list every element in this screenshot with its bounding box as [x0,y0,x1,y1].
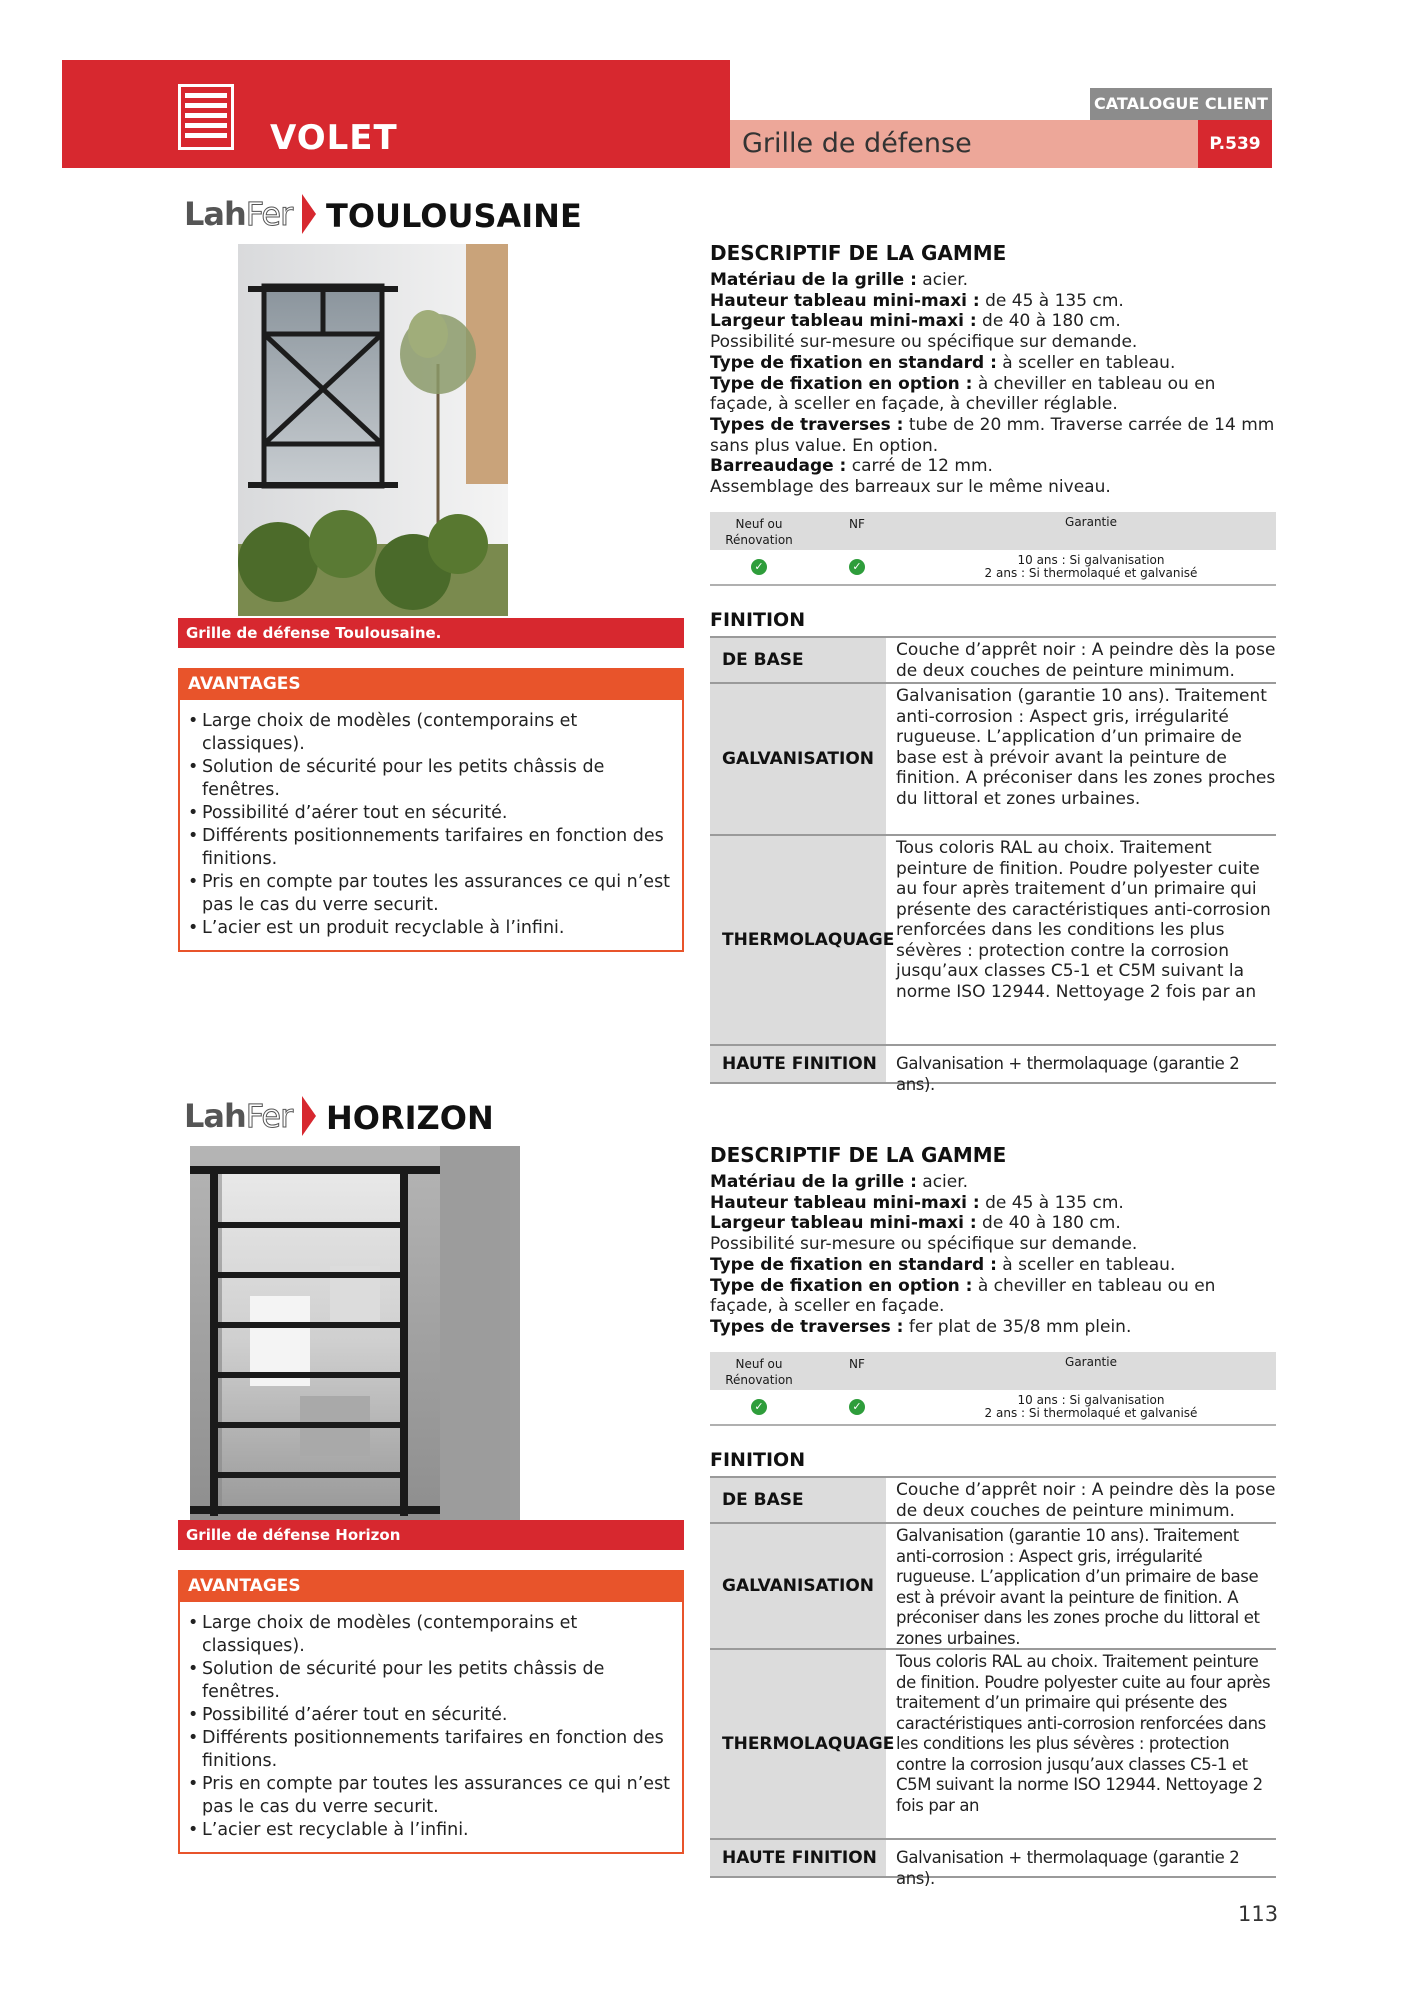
finish-name: DE BASE [710,638,886,682]
brand-logo [184,1096,292,1136]
finish-name: THERMOLAQUAGE [710,1650,886,1838]
desc-line: Possibilité sur-mesure ou spécifique sur demande. [710,332,1138,353]
page-number: 113 [1238,1902,1279,1926]
finish-text: Tous coloris RAL au choix. Traitement peinture de finition. Poudre polyester cuite au four après traitement d’un primaire qui présente des caractéristiques anti-corrosion renforcées dans les conditions les plus sévères : protection contre la corrosion jusqu’aux classes C5-1 et C5M suivant la norme ISO 12944. Nettoyage 2 fois par an [896,838,1271,1002]
list-item: • Différents positionnements tarifaires en fonction des finitions. [188,1727,678,1773]
list-item: • Possibilité d’aérer tout en sécurité. [188,1704,678,1727]
advantages-list [180,1602,682,1852]
desc-line: Hauteur tableau mini-maxi : de 45 à 135 cm. [710,1192,1124,1213]
advantages-title: AVANTAGES [180,668,682,700]
finition-table [710,636,1276,1094]
description-title: DESCRIPTIF DE LA GAMME [710,1143,1007,1167]
brand-part-2: Fer [245,1097,293,1135]
finish-name: GALVANISATION [710,684,886,834]
photo-caption: Grille de défense Toulousaine. [178,618,684,648]
finish-text: Couche d’apprêt noir : A peindre dès la pose de deux couches de peinture minimum. [896,640,1276,681]
desc-line: Type de fixation en standard : à sceller en tableau. [710,352,1176,373]
finish-text: Galvanisation (garantie 10 ans). Traitement anti-corrosion : Aspect gris, irrégularité rugueuse. L’application d’un primaire de base est à prévoir avant la peinture de finition. A préconiser dans les zones proches du littoral et zones urbaines. [896,686,1276,809]
table-row [710,1650,1276,1840]
warranty-line: 10 ans : Si galvanisation [1017,1393,1165,1407]
finish-text: Couche d’apprêt noir : A peindre dès la pose de deux couches de peinture minimum. [896,1480,1276,1521]
list-item: • L’acier est recyclable à l’infini. [188,1819,678,1842]
table-row [710,836,1276,1046]
brand-part-1: Lah [184,195,246,233]
range-description [710,240,1280,498]
finish-name: HAUTE FINITION [710,1046,886,1082]
desc-line: Barreaudage : carré de 12 mm. [710,456,993,477]
list-item: • Pris en compte par toutes les assurances ce qui n’est pas le cas du verre securit. [188,1773,678,1819]
table-row [710,638,1276,684]
spec-table [710,1352,1276,1426]
desc-line: Type de fixation en option : à cheviller en tableau ou en façade, à sceller en façade. [710,1275,1216,1317]
check-icon: ✓ [751,1399,767,1415]
col-header: Neuf ou Rénovation [725,1357,793,1387]
page-ref-badge: P.539 [1198,120,1272,168]
finish-text: Galvanisation + thermolaquage (garantie 2 ans). [896,1848,1240,1888]
finition-table [710,1476,1276,1888]
finish-name: GALVANISATION [710,1524,886,1648]
list-item: • L’acier est un produit recyclable à l’infini. [188,917,678,940]
finish-name: DE BASE [710,1478,886,1522]
advantages-box [178,668,684,952]
finish-name: HAUTE FINITION [710,1840,886,1876]
check-icon: ✓ [751,559,767,575]
col-header: Garantie [1065,515,1117,529]
section-title: VOLET [270,118,398,158]
product-photo-horizon [190,1146,520,1520]
col-header: NF [849,1357,865,1371]
desc-line: Hauteur tableau mini-maxi : de 45 à 135 cm. [710,290,1124,311]
desc-line: Type de fixation en option : à cheviller en tableau ou en façade, à sceller en façade, à cheviller réglable. [710,373,1216,415]
chevron-right-icon [302,194,316,234]
desc-line: Types de traverses : fer plat de 35/8 mm plein. [710,1316,1132,1337]
table-row [710,1046,1276,1094]
warranty-line: 2 ans : Si thermolaqué et galvanisé [984,1406,1198,1420]
desc-line: Largeur tableau mini-maxi : de 40 à 180 cm. [710,311,1121,332]
section-subtitle: Grille de défense [742,128,972,159]
product-photo-toulousaine [238,244,508,616]
desc-line: Assemblage des barreaux sur le même niveau. [710,477,1111,498]
advantages-list [180,700,682,950]
col-header: Garantie [1065,1355,1117,1369]
table-row [710,1524,1276,1650]
brand-logo [184,194,292,234]
table-row [710,684,1276,836]
list-item: • Solution de sécurité pour les petits châssis de fenêtres. [188,1658,678,1704]
catalog-badge: CATALOGUE CLIENT [1090,88,1272,120]
warranty-line: 10 ans : Si galvanisation [1017,553,1165,567]
check-icon: ✓ [849,559,865,575]
spec-table [710,512,1276,586]
shutter-icon [178,84,234,150]
finition-title: FINITION [710,1449,806,1471]
product-title: HORIZON [326,1099,494,1137]
brand-part-1: Lah [184,1097,246,1135]
desc-line: Matériau de la grille : acier. [710,270,969,290]
list-item: • Large choix de modèles (contemporains et classiques). [188,1612,678,1658]
list-item: • Différents positionnements tarifaires en fonction des finitions. [188,825,678,871]
product-title: TOULOUSAINE [326,197,582,235]
desc-line: Type de fixation en standard : à sceller en tableau. [710,1254,1176,1275]
finition-title: FINITION [710,609,806,631]
finish-text: Galvanisation + thermolaquage (garantie 2 ans). [896,1054,1240,1094]
finish-name: THERMOLAQUAGE [710,836,886,1044]
advantages-box [178,1570,684,1854]
table-row [710,1478,1276,1524]
range-description [710,1142,1280,1338]
finish-text: Galvanisation (garantie 10 ans). Traitement anti-corrosion : Aspect gris, irrégularité rugueuse. L’application d’un primaire de base est à prévoir avant la peinture de finition. A préconiser dans les zones proche du littoral et zones urbaines. [896,1526,1260,1648]
col-header: NF [849,517,865,531]
desc-line: Types de traverses : tube de 20 mm. Traverse carrée de 14 mm sans plus value. En option. [710,414,1275,456]
chevron-right-icon [302,1096,316,1136]
photo-caption: Grille de défense Horizon [178,1520,684,1550]
list-item: • Pris en compte par toutes les assurances ce qui n’est pas le cas du verre securit. [188,871,678,917]
finish-text: Tous coloris RAL au choix. Traitement peinture de finition. Poudre polyester cuite au four après traitement d’un primaire qui présente des caractéristiques anti-corrosion renforcées dans les conditions les plus sévères : protection contre la corrosion jusqu’aux classes C5-1 et C5M suivant la norme ISO 12944. Nettoyage 2 fois par an [896,1652,1271,1815]
check-icon: ✓ [849,1399,865,1415]
description-title: DESCRIPTIF DE LA GAMME [710,241,1007,265]
desc-line: Possibilité sur-mesure ou spécifique sur demande. [710,1234,1138,1255]
col-header: Neuf ou Rénovation [725,517,793,547]
advantages-title: AVANTAGES [180,1570,682,1602]
list-item: • Possibilité d’aérer tout en sécurité. [188,802,678,825]
warranty-line: 2 ans : Si thermolaqué et galvanisé [984,566,1198,580]
desc-line: Matériau de la grille : acier. [710,1172,969,1192]
table-row [710,1840,1276,1888]
list-item: • Solution de sécurité pour les petits châssis de fenêtres. [188,756,678,802]
brand-part-2: Fer [245,195,293,233]
list-item: • Large choix de modèles (contemporains et classiques). [188,710,678,756]
desc-line: Largeur tableau mini-maxi : de 40 à 180 cm. [710,1213,1121,1234]
